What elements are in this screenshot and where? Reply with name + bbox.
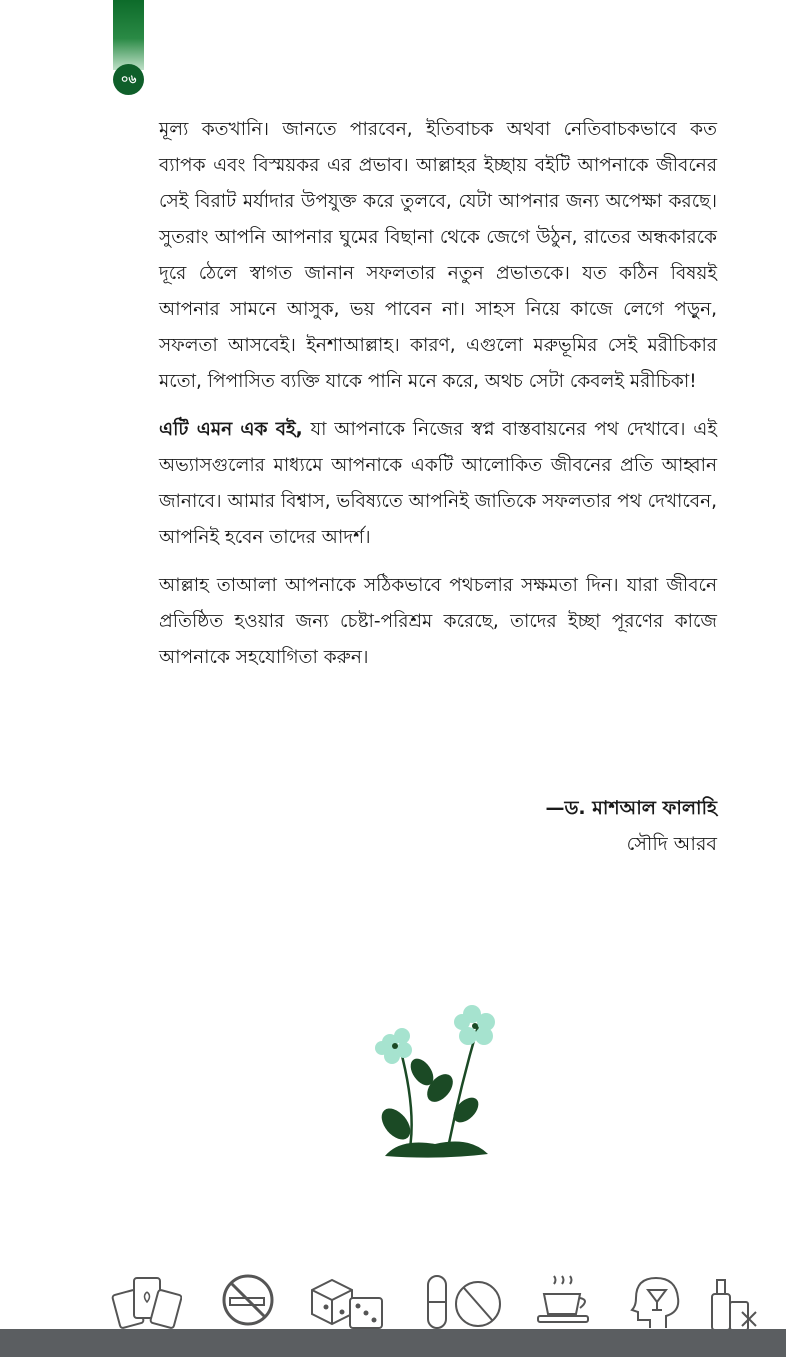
no-smoking-icon (220, 1272, 276, 1328)
playing-cards-icon (110, 1272, 182, 1332)
author-name: —ড. মাশআল ফালাহি (545, 797, 717, 819)
pills-icon (422, 1272, 506, 1332)
paragraph-3-text: আল্লাহ তাআলা আপনাকে সঠিকভাবে পথচলার সক্ষমতা দিন। যারা জীবনে প্রতিষ্ঠিত হওয়ার জন্য চেষ্টা-পরিশ্রম করেছে, তাদের ইচ্ছা পূরণের কাজে আপনাকে সহযোগিতা করুন। (159, 575, 717, 668)
paragraph-1 (159, 112, 717, 400)
footer-ground-bar (0, 1329, 786, 1357)
paragraph-2-lead: এটি এমন এক বই, (159, 419, 303, 440)
signature-block (400, 790, 717, 862)
flower-left (375, 1028, 412, 1064)
ground-shape (385, 1142, 488, 1158)
author-place: সৌদি আরব (626, 833, 717, 855)
footer-icon-row (110, 1272, 760, 1332)
hot-drink-icon (536, 1272, 596, 1332)
body-text (159, 112, 717, 688)
dice-icon (306, 1272, 390, 1332)
stem-right (448, 1026, 478, 1148)
flower-right (454, 1005, 495, 1045)
paragraph-2 (159, 412, 717, 556)
page-number: ০৬ (113, 64, 144, 95)
paragraph-2-text: যা আপনাকে নিজের স্বপ্ন বাস্তবায়নের পথ দেখাবে। এই অভ্যাসগুলোর মাধ্যমে আপনাকে একটি আলোকিত জীবনের প্রতি আহ্বান জানাবে। আমার বিশ্বাস, ভবিষ্যতে আপনিই জাতিকে সফলতার পথ দেখাবেন, আপনিই হবেন তাদের আদর্শ। (159, 419, 717, 548)
head-glass-icon (626, 1272, 686, 1332)
paragraph-3 (159, 568, 717, 676)
chapter-tab-strip (113, 0, 144, 70)
bottles-icon (706, 1272, 760, 1332)
flower-plant-illustration (360, 998, 510, 1163)
paragraph-1-text: মূল্য কতখানি। জানতে পারবেন, ইতিবাচক অথবা নেতিবাচকভাবে কত ব্যাপক এবং বিস্ময়কর এর প্রভাব। আল্লাহর ইচ্ছায় বইটি আপনাকে জীবনের সেই বিরাট মর্যাদার উপযুক্ত করে তুলবে, যেটা আপনার জন্য অপেক্ষা করছে। সুতরাং আপনি আপনার ঘুমের বিছানা থেকে জেগে উঠুন, রাতের অন্ধকারকে দূরে ঠেলে স্বাগত জানান সফলতার নতুন প্রভাতকে। যত কঠিন বিষয়ই আপনার সামনে আসুক, ভয় পাবেন না। সাহস নিয়ে কাজে লেগে পড়ুন, সফলতা আসবেই। ইনশাআল্লাহ। কারণ, এগুলো মরুভূমির সেই মরীচিকার মতো, পিপাসিত ব্যক্তি যাকে পানি মনে করে, অথচ সেটা কেবলই মরীচিকা! (159, 119, 717, 392)
